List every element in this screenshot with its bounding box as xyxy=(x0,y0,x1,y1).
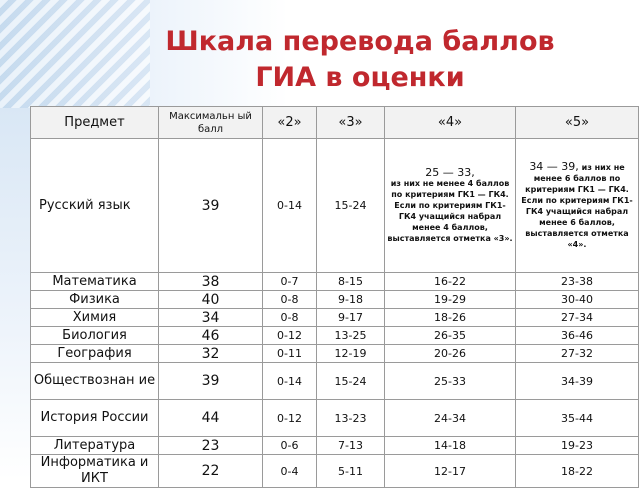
max-score-cell: 34 xyxy=(159,309,263,327)
grade-5-cell: 27-34 xyxy=(516,309,639,327)
header-grade-5: «5» xyxy=(516,107,639,139)
header-max-score: Максимальн ый балл xyxy=(159,107,263,139)
grade-4-cell: 20-26 xyxy=(385,345,516,363)
grade-3-cell: 9-18 xyxy=(317,291,385,309)
grade-3-cell: 13-23 xyxy=(317,400,385,437)
grade-2-cell: 0-12 xyxy=(263,400,317,437)
max-score-cell: 32 xyxy=(159,345,263,363)
grade-4-cell xyxy=(385,139,516,273)
table-row xyxy=(31,437,639,455)
table-row xyxy=(31,309,639,327)
grade-2-cell: 0-14 xyxy=(263,139,317,273)
grade-4-cell: 16-22 xyxy=(385,273,516,291)
table-row xyxy=(31,291,639,309)
grade-3-cell: 5-11 xyxy=(317,455,385,488)
grade-3-cell: 9-17 xyxy=(317,309,385,327)
grade-5-cell: 19-23 xyxy=(516,437,639,455)
grade-3-cell: 12-19 xyxy=(317,345,385,363)
max-score-cell: 40 xyxy=(159,291,263,309)
max-score-cell: 39 xyxy=(159,363,263,400)
table-row xyxy=(31,345,639,363)
subject-cell: Математика xyxy=(31,273,159,291)
grade-4-cell: 18-26 xyxy=(385,309,516,327)
table-row xyxy=(31,400,639,437)
grade-5-cell xyxy=(516,139,639,273)
max-score-cell: 44 xyxy=(159,400,263,437)
page-title xyxy=(120,24,600,96)
grade-3-cell: 15-24 xyxy=(317,363,385,400)
grade-5-cell: 34-39 xyxy=(516,363,639,400)
grade-4-cell: 25-33 xyxy=(385,363,516,400)
subject-cell: Обществознан ие xyxy=(31,363,159,400)
grade-2-cell: 0-6 xyxy=(263,437,317,455)
grade-2-cell: 0-8 xyxy=(263,291,317,309)
subject-cell: Литература xyxy=(31,437,159,455)
subject-cell: Русский язык xyxy=(31,139,159,273)
grade-2-cell: 0-8 xyxy=(263,309,317,327)
grade-5-cell: 18-22 xyxy=(516,455,639,488)
max-score-cell: 23 xyxy=(159,437,263,455)
table-row xyxy=(31,327,639,345)
subject-cell: Биология xyxy=(31,327,159,345)
table-row xyxy=(31,139,639,273)
max-score-cell: 39 xyxy=(159,139,263,273)
grade-3-cell: 13-25 xyxy=(317,327,385,345)
table-row xyxy=(31,455,639,488)
grade-5-range: 34 — 39, xyxy=(529,160,579,173)
grade-5-cell: 36-46 xyxy=(516,327,639,345)
grade-4-range: 25 — 33, xyxy=(425,166,475,179)
subject-cell: Физика xyxy=(31,291,159,309)
left-decoration-strip xyxy=(0,108,30,480)
header-grade-3: «3» xyxy=(317,107,385,139)
grade-5-cell: 27-32 xyxy=(516,345,639,363)
grade-2-cell: 0-7 xyxy=(263,273,317,291)
table-row xyxy=(31,363,639,400)
grade-4-cell: 24-34 xyxy=(385,400,516,437)
title-line-1: Шкала перевода баллов xyxy=(165,26,555,57)
header-grade-4: «4» xyxy=(385,107,516,139)
grade-4-cell: 12-17 xyxy=(385,455,516,488)
table-row xyxy=(31,273,639,291)
table-header-row xyxy=(31,107,639,139)
grade-5-cell: 30-40 xyxy=(516,291,639,309)
grade-3-cell: 8-15 xyxy=(317,273,385,291)
grade-2-cell: 0-14 xyxy=(263,363,317,400)
subject-cell: Химия xyxy=(31,309,159,327)
grade-2-cell: 0-12 xyxy=(263,327,317,345)
max-score-cell: 46 xyxy=(159,327,263,345)
grade-2-cell: 0-4 xyxy=(263,455,317,488)
grade-3-cell: 15-24 xyxy=(317,139,385,273)
max-score-cell: 38 xyxy=(159,273,263,291)
grade-4-cell: 14-18 xyxy=(385,437,516,455)
max-score-cell: 22 xyxy=(159,455,263,488)
grade-5-note: из них не менее 6 баллов по критериям ГК1 — ГК4. Если по критериям ГК1-ГК4 учащийся набрал менее 6 баллов, выставляется отметка «4». xyxy=(521,163,633,249)
grade-4-cell: 19-29 xyxy=(385,291,516,309)
title-line-2: ГИА в оценки xyxy=(255,62,465,93)
grade-2-cell: 0-11 xyxy=(263,345,317,363)
grade-5-cell: 23-38 xyxy=(516,273,639,291)
subject-cell: История России xyxy=(31,400,159,437)
header-subject: Предмет xyxy=(31,107,159,139)
grade-5-cell: 35-44 xyxy=(516,400,639,437)
header-grade-2: «2» xyxy=(263,107,317,139)
grade-4-note: из них не менее 4 баллов по критериям ГК1 — ГК4. Если по критериям ГК1-ГК4 учащийся набрал менее 4 баллов, выставляется отметка «3». xyxy=(387,179,513,243)
grade-3-cell: 7-13 xyxy=(317,437,385,455)
subject-cell: География xyxy=(31,345,159,363)
grade-4-cell: 26-35 xyxy=(385,327,516,345)
subject-cell: Информатика и ИКТ xyxy=(31,455,159,488)
grading-scale-table xyxy=(30,106,639,488)
